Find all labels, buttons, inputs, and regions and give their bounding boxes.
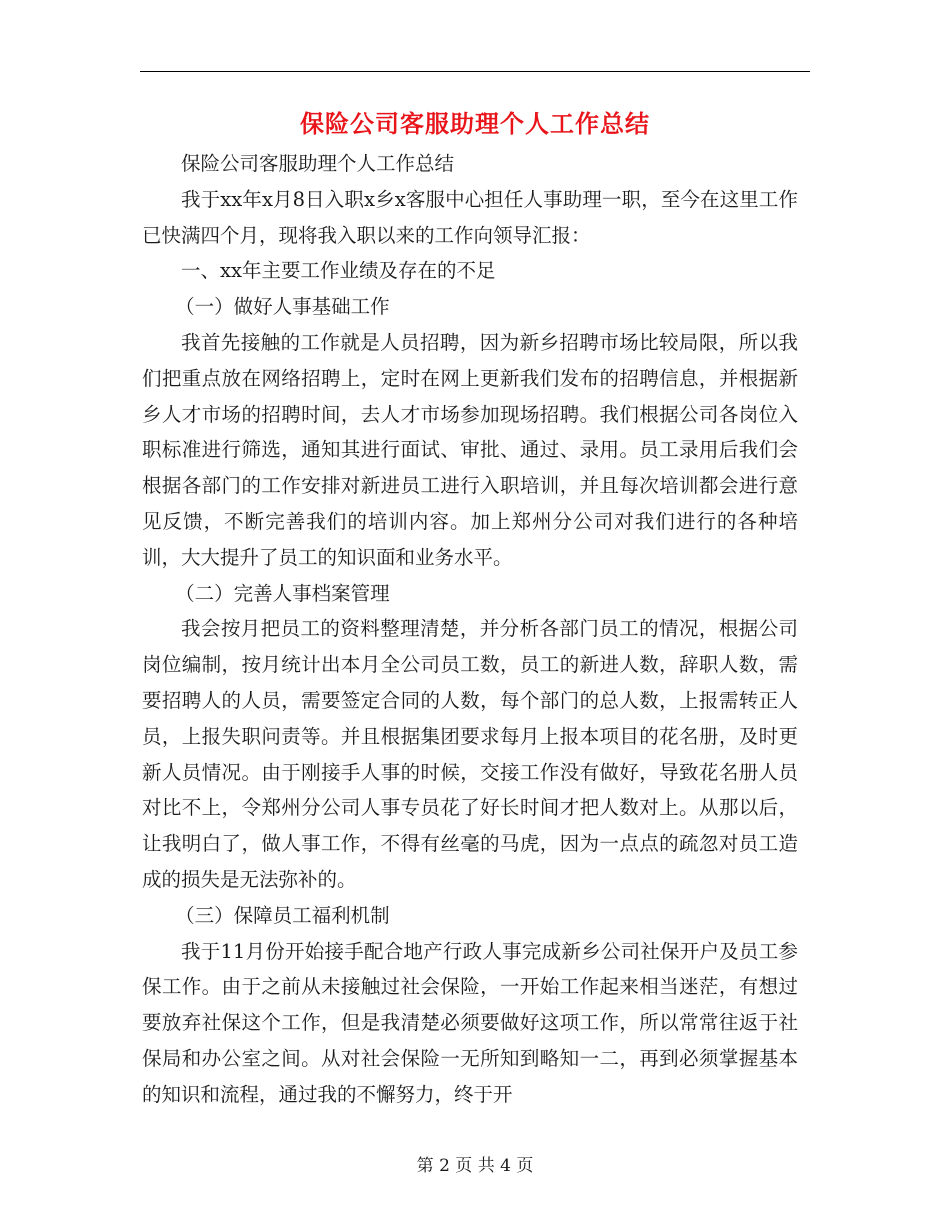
subsection-heading-3: （三）保障员工福利机制 xyxy=(175,903,390,927)
paragraph-benefits: 我于11月份开始接手配合地产行政人事完成新乡公司社保开户及员工参保工作。由于之前从未接触过社会保险，一开始工作起来相当迷茫，有想过要放弃社保这个工作，但是我清楚必须要做好这项工作，所以常常往返于社保局和办公室之间。从对社会保险一无所知到略知一二，再到必须掌握基本的知识和流程，通过我的不懈努力，终于开 xyxy=(142,939,798,1106)
header-rule xyxy=(140,71,810,72)
paragraph-subtitle: 保险公司客服助理个人工作总结 xyxy=(181,152,455,175)
paragraph-records: 我会按月把员工的资料整理清楚，并分析各部门员工的情况，根据公司岗位编制，按月统计出本月全公司员工数，员工的新进人数，辞职人数，需要招聘人的人员，需要签定合同的人数，每个部门的总人数，上报需转正人员，上报失职问责等。并且根据集团要求每月上报本项目的花名册，及时更新人员情况。由于刚接手人事的时候，交接工作没有做好，导致花名册人员对比不上，令郑州分公司人事专员花了好长时间才把人数对上。从那以后，让我明白了，做人事工作，不得有丝毫的马虎，因为一点点的疏忽对员工造成的损失是无法弥补的。 xyxy=(142,617,798,891)
paragraph-intro: 我于xx年x月8日入职x乡x客服中心担任人事助理一职，至今在这里工作已快满四个月，现将我入职以来的工作向领导汇报： xyxy=(142,187,798,247)
section-heading-1: 一、xx年主要工作业绩及存在的不足 xyxy=(181,259,496,283)
subsection-heading-1: （一）做好人事基础工作 xyxy=(175,295,390,319)
subsection-heading-2: （二）完善人事档案管理 xyxy=(175,581,390,605)
document-body xyxy=(142,146,798,1113)
paragraph-recruitment: 我首先接触的工作就是人员招聘，因为新乡招聘市场比较局限，所以我们把重点放在网络招聘上，定时在网上更新我们发布的招聘信息，并根据新乡人才市场的招聘时间，去人才市场参加现场招聘。我们根据公司各岗位入职标准进行筛选，通知其进行面试、审批、通过、录用。员工录用后我们会根据各部门的工作安排对新进员工进行入职培训，并且每次培训都会进行意见反馈，不断完善我们的培训内容。加上郑州分公司对我们进行的各种培训，大大提升了员工的知识面和业务水平。 xyxy=(142,330,798,569)
page-footer: 第 2 页 共 4 页 xyxy=(416,1156,534,1176)
document-title: 保险公司客服助理个人工作总结 xyxy=(300,109,650,138)
